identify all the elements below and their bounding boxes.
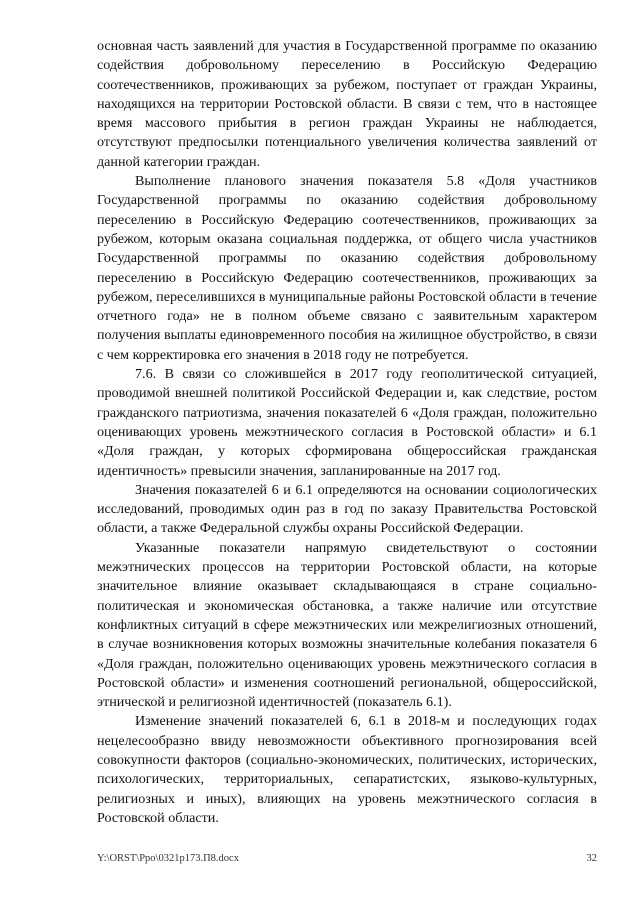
document-body bbox=[97, 37, 597, 828]
paragraph-section-7-6: 7.6. В связи со сложившейся в 2017 году геополитической ситуацией, проводимой внешней политикой Российской Федерации и, как следствие, ростом гражданского патриотизма, значения показателей 6 «Доля граждан, положительно оценивающих уровень межэтнического согласия в Ростовской области» и 6.1 «Доля граждан, у которых сформирована общероссийская гражданская идентичность» превысили значения, запланированные на 2017 год. bbox=[97, 366, 597, 479]
paragraph-indicator-sources: Значения показателей 6 и 6.1 определяются на основании социологических исследований, проводимых один раз в год по заказу Правительства Ростовской области, а также Федеральной службы охраны Российской Федерации. bbox=[97, 481, 597, 537]
paragraph-conclusion: Изменение значений показателей 6, 6.1 в 2018-м и последующих годах нецелесообразно ввиду невозможности объективного прогнозирования всей совокупности факторов (социально-экономических, политических, исторических, психологических, территориальных, сепаратистских, языково-культурных, религиозных и иных), влияющих на уровень межэтнического согласия в Ростовской области. bbox=[97, 713, 597, 826]
footer-file-path: Y:\ORST\Ppo\0321p173.П8.docx bbox=[97, 853, 239, 864]
paragraph-continuation: основная часть заявлений для участия в Государственной программе по оказанию содействия добровольному переселению в Российскую Федерацию соотечественников, проживающих за рубежом, поступает от граждан Украины, находящихся на территории Ростовской области. В связи с тем, что в настоящее время массового прибытия в регион граждан Украины не наблюдается, отсутствуют предпосылки потенциального увеличения количества заявлений от данной категории граждан. bbox=[97, 38, 597, 170]
footer-page-number: 32 bbox=[586, 853, 597, 864]
paragraph-indicator-5-8: Выполнение планового значения показателя 5.8 «Доля участников Государственной программы по оказанию содействия добровольному переселению в Российскую Федерацию соотечественников, проживающих за рубежом, которым оказана социальная поддержка, от общего числа участников Государственной программы по оказанию содействия добровольному переселению в Российскую Федерацию соотечественников, проживающих за рубежом, переселившихся в муниципальные районы Ростовской области в течение отчетного года» не в полном объеме связано с заявительным характером получения выплаты единовременного пособия на жилищное обустройство, в связи с чем корректировка его значения в 2018 году не потребуется. bbox=[97, 173, 597, 363]
paragraph-indicator-factors: Указанные показатели напрямую свидетельствуют о состоянии межэтнических процессов на территории Ростовской области, на которые значительное влияние оказывает складывающаяся в стране социально-политическая и экономическая обстановка, а также наличие или отсутствие конфликтных ситуаций в сфере межэтнических или межрелигиозных отношений, в случае возникновения которых возможны значительные колебания показателя 6 «Доля граждан, положительно оценивающих уровень межэтнического согласия в Ростовской области» и изменения соотношений региональной, общероссийской, этнической и религиозной идентичностей (показатель 6.1). bbox=[97, 539, 597, 711]
